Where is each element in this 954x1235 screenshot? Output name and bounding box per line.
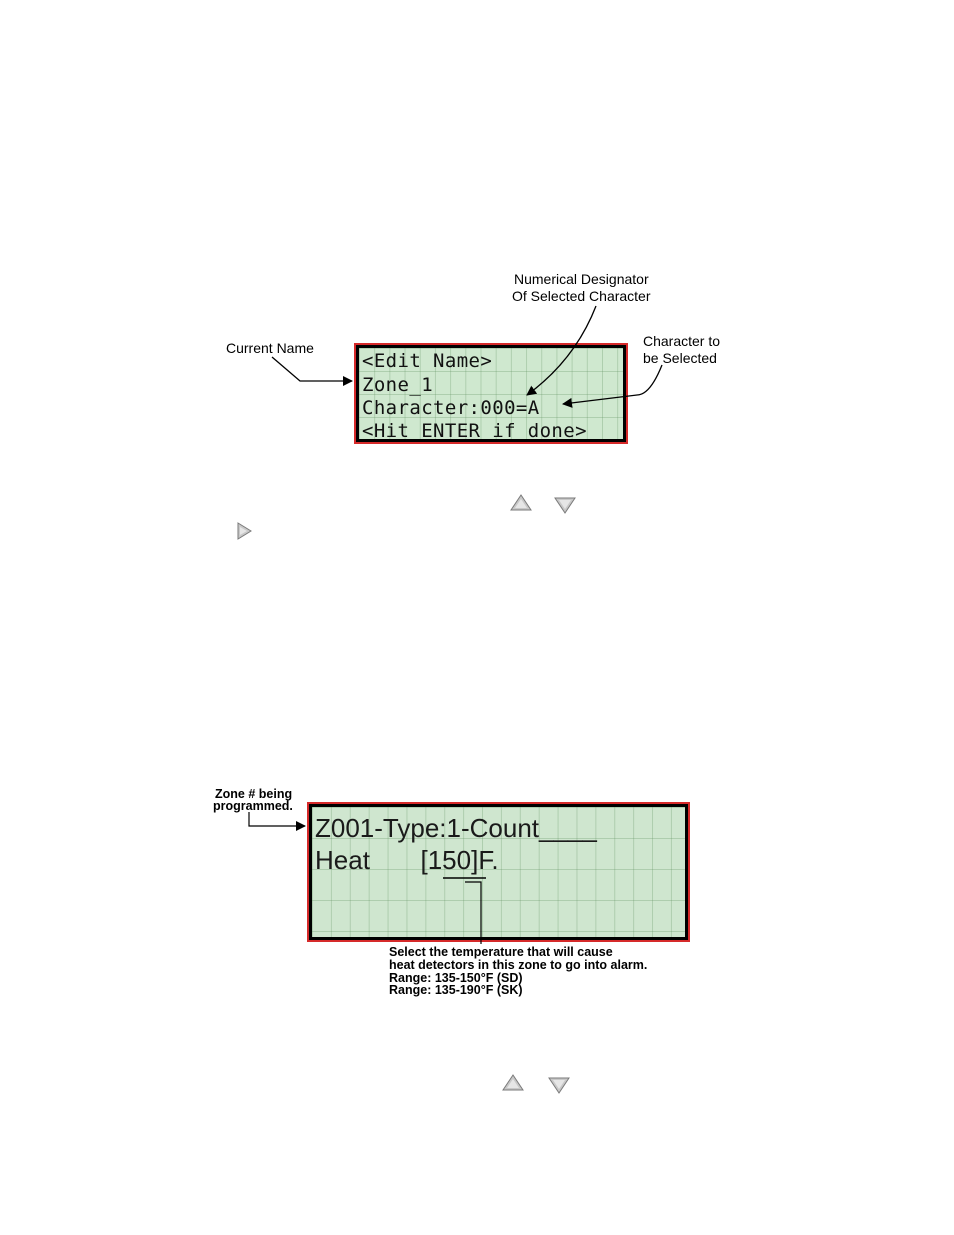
numerical-designator-label-2: Of Selected Character: [512, 288, 651, 304]
range-sd-note: Range: 135-150°F (SD): [389, 971, 523, 985]
lcd-line-3: Character:000=A: [362, 397, 540, 419]
lcd2-line-1: Z001-Type:1-Count____: [315, 813, 597, 843]
up-arrow-icon: [502, 1074, 524, 1092]
character-to-be-selected-label-2: be Selected: [643, 350, 717, 366]
zone-number-arrow: [249, 812, 305, 826]
zone-being-programmed-label-2: programmed.: [213, 799, 293, 813]
lcd2-line-2: Heat [150]F.: [315, 845, 499, 875]
lcd-line-4: <Hit ENTER if done>: [362, 420, 587, 442]
lcd-line-2: Zone_1: [362, 374, 434, 396]
select-temperature-note-2: heat detectors in this zone to go into alarm.: [389, 958, 648, 972]
down-arrow-icon: [548, 1076, 570, 1094]
numerical-designator-label: Numerical Designator: [514, 271, 649, 287]
temperature-leader: [465, 882, 481, 944]
character-to-be-selected-label: Character to: [643, 333, 721, 349]
zone-being-programmed-label: Zone # being: [215, 787, 293, 801]
range-sk-note: Range: 135-190°F (SK): [389, 983, 523, 997]
select-temperature-note: Select the temperature that will cause: [389, 945, 613, 959]
current-name-label: Current Name: [226, 340, 314, 356]
lcd-line-1: <Edit Name>: [362, 350, 493, 372]
